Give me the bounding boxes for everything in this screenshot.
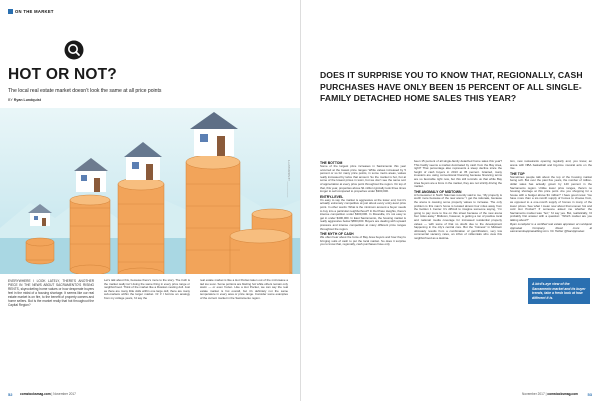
- text-midtown: A homeowner in North Natomas recently said to me, “My property is worth more because of the new arena.” I get the rationale, because the arena is causing some property values to increase. The only problem is this man’s home is located almost four miles away from the Golden 1 Center. It’s difficult to imagine someone saying, “I’m going to pay more to live on this street because of the new arena four miles away.” Midtown, however, is getting a ton of positive local and national media coverage for increased residential property values — with some of that no doubt due to the development happening in the city’s central core. But the “hotness” in Midtown ultimately results from a combination of gentrification, very low commercial vacancy rates, an influx of millennials who view this neighborhood as a destina-: [414, 192, 502, 240]
- right-footer-site: comstocksmag.com: [547, 392, 578, 396]
- pull-quote: DOES IT SURPRISE YOU TO KNOW THAT, REGIONALLY, CASH PURCHASES HAVE ONLY BEEN 15 PERCENT OF ALL SINGLE-FAMILY DETACHED HOME SALES THIS YEAR?: [320, 70, 583, 103]
- callout-box: A bird's-eye view of the Sacramento market and its buyer trends, take a fresh look at how different it is.: [528, 278, 590, 304]
- coin-stacks-illustration: [0, 108, 300, 274]
- byline-author: Ryan Lundquist: [13, 98, 41, 102]
- left-column-1: [8, 279, 94, 387]
- right-page-number: 53: [587, 392, 592, 397]
- left-footer-site: comstocksmag.com: [20, 392, 51, 396]
- byline: [8, 98, 41, 102]
- article-deck: The local real estate market doesn’t look the same at all price points: [8, 88, 162, 94]
- text-myth-of-cash: We often hear about the force of Bay Area buyers and how they’re bringing suits of cash to put the local market. So does it surprise you to know that, regionally, cash purchases have only: [320, 235, 406, 247]
- heading-myth-of-cash: THE MYTH OF CASH: [320, 232, 354, 237]
- section-tag-label: ON THE MARKET: [15, 8, 54, 14]
- magnifier-icon: [64, 40, 84, 60]
- left-col3-text: real estate market is like a Hot Pocket taken out of the microwave a tad too soon. Some portions are blazing hot while others remain only warm — or even frozen. Like a Hot Pocket, we can say the real estate market is hot overall, but it’s definitely not the same temperature in every area or price range. Consider some examples of the current market in the Sacramento region.: [200, 279, 288, 300]
- right-column-1: [320, 160, 406, 388]
- section-marker-icon: [8, 9, 13, 14]
- heading-midtown: THE ANOMALY OF MIDTOWN: [414, 189, 462, 194]
- text-col3-start: tion, new restaurants opening regularly and, you know, an arena with NBA basketball and big-time musical acts on the rise.: [510, 160, 592, 171]
- left-column-3: [200, 279, 288, 387]
- left-column-2: [104, 279, 190, 387]
- heading-top: THE TOP: [510, 171, 525, 176]
- left-footer: comstocksmag.com | November 2017: [20, 392, 76, 396]
- author-bio: Ryan Lundquist is a certified real estate appraiser at Lundquist Appraisal Company. Read more at sacramentoappraisalblog.com. On Twitter @SacAppraiser.: [510, 222, 592, 234]
- byline-prefix: BY: [8, 98, 13, 102]
- right-footer: November 2017 | comstocksmag.com: [522, 392, 578, 396]
- text-top: Sometimes people talk about the top of the housing market being soft. But over the past five years, the number of million-dollar sales has actually grown by 140 percent in the Sacramento region. Unlike lower price ranges, there’s no housing shortage at this price point. Are you shopping for a house with a budget above $1 million? I have good news: You have more than a six-month supply of homes to choose from, as opposed to a one-month supply of homes in many of the lower prices. See what I mean now about that uneven hot and cold Hot Pocket? If someone asked me whether the Sacramento market was “hot,” I’d say yes. But, realistically, I’d probably first answer with a question: “Which market are you talking about?”: [510, 174, 592, 222]
- section-tag: [8, 8, 54, 14]
- heading-bottom: THE BOTTOM: [320, 161, 343, 165]
- text-col2-start: been 15 percent of all single-family detached home sales this year? This hardly seems a market dominated by cash from the Bay Area, right? That percentage also represents a steep decline since the height of cash buyers in 2013 at 35 percent. Granted, many investors are using conventional financing because financing terms are so favorable right now, but this still reminds us that while Bay Area buyers are a force in the market, they are not strictly driving the market.: [414, 160, 502, 189]
- left-col1-text: EVERYWHERE I LOOK LATELY, THERE’S ANOTHER PIECE IN THE NEWS ABOUT SACRAMENTO’S RISING RENTS, skyrocketing home values or how desperate buyers feel in the midst of a housing shortage. It seems like our real estate market is on fire, to the benefit of property owners and home sellers. But is the market really that hot throughout the Capital Region?: [8, 279, 94, 307]
- text-entry-level: It’s easy to say the market is aggressive at the lower end, but it’s actually extremely competitive at just about every entry-level price point. In other words: What is the minimum amount a buyer needs to buy into a particular neighborhood? In Del Paso Heights, there’s intense competition under $300,000. In Roseville, it’s not easy to get in under $400,000. In East Sacramento, the housing market is really aggressive below $650,000. Buyers are dealing with upward pressure and intense competition at many different price ranges throughout the region.: [320, 197, 406, 231]
- heading-entry-level: ENTRY-LEVEL: [320, 194, 344, 199]
- article-title: HOT OR NOT?: [8, 66, 117, 83]
- right-column-2: [414, 160, 502, 388]
- left-col2-text: Let’s talk about this, because there’s more to the story. The truth is the market really isn’t doing the same thing in every price range or neighborhood. Think of the market like a Russian nesting doll. Just as there are many little dolls within one large doll, there are many sub-markets within the larger market. Or if I borrow an analogy from my college years, I’d say the: [104, 279, 190, 300]
- right-column-3: [510, 160, 592, 274]
- illustration-credit: ILLUSTRATION BY ____________: [287, 160, 290, 198]
- left-page-number: 52: [8, 392, 13, 397]
- text-bottom: Some of the largest price increases in Sacramento this year occurred at the lowest price ranges: While values increased by 5 percent or so for many price points, in some metro areas, values really increased by twice that amount. So the market is hot, hot at some of the lowest prices in town, but we don’t see the same sort of appreciation at every price point throughout the region. On top of that, this year, properties above $1 million typically took three times longer to sell compared to properties under $300,000.: [320, 164, 406, 194]
- right-footer-date: November 2017: [522, 392, 545, 396]
- left-footer-date: November 2017: [53, 392, 76, 396]
